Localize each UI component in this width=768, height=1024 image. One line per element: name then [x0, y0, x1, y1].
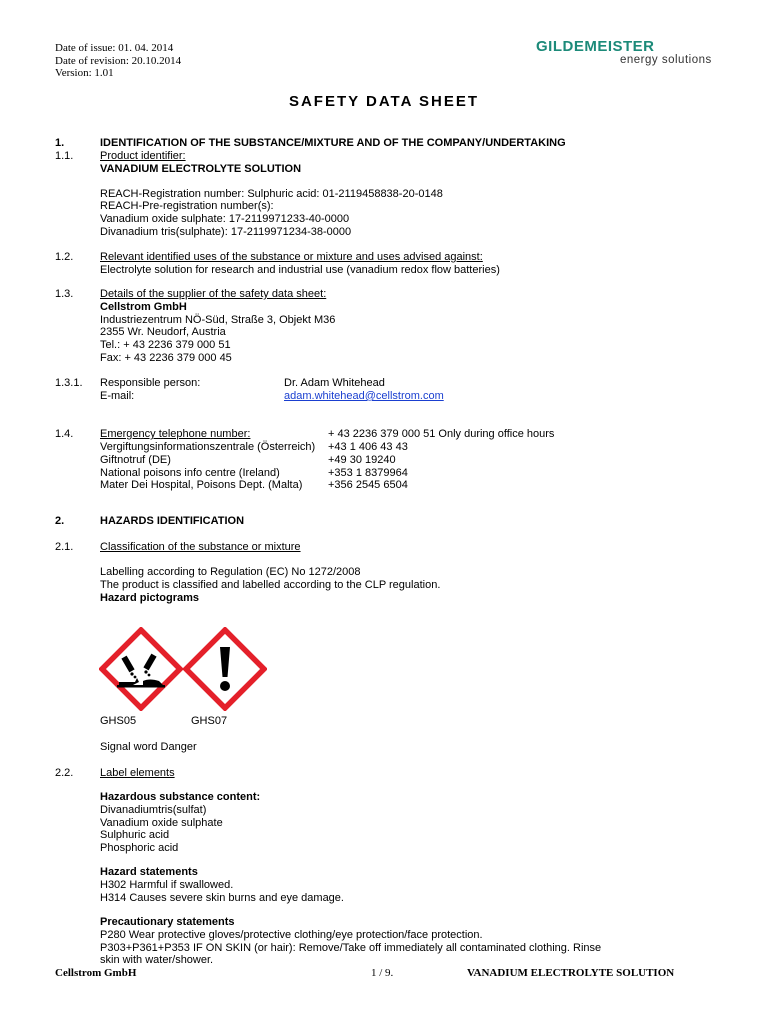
section-1-1-number: 1.1. [55, 150, 74, 162]
supplier-label: Details of the supplier of the safety data sheet: [100, 288, 327, 300]
section-1-heading: IDENTIFICATION OF THE SUBSTANCE/MIXTURE AND OF THE COMPANY/UNDERTAKING [100, 137, 566, 149]
footer-company: Cellstrom GmbH [55, 967, 137, 979]
hazard-statement: H302 Harmful if swallowed. [100, 878, 234, 891]
hazard-statements-block [100, 866, 344, 904]
section-2-1-number: 2.1. [55, 541, 74, 553]
section-1-3-1-number: 1.3.1. [55, 377, 83, 389]
logo-name: GILDEMEISTER [536, 38, 655, 55]
section-2-number: 2. [55, 515, 65, 527]
company-logo [536, 38, 712, 66]
poison-centre-name: National poisons info centre (Ireland) [100, 466, 280, 479]
document-title: SAFETY DATA SHEET [288, 93, 480, 110]
classification-line: Labelling according to Regulation (EC) No 1272/2008 [100, 566, 361, 578]
poison-centre-number: +49 30 19240 [328, 453, 396, 466]
reach-line: REACH-Registration number: Sulphuric acid: 01-2119458838-20-0148 [100, 187, 443, 200]
precautionary-statements-heading: Precautionary statements [100, 916, 235, 928]
date-of-issue: Date of issue: 01. 04. 2014 [55, 42, 174, 54]
section-1-1-block [100, 150, 443, 239]
poison-centre-number: +353 1 8379964 [328, 466, 408, 479]
classification-block [100, 566, 440, 604]
product-name: VANADIUM ELECTROLYTE SOLUTION [100, 162, 302, 175]
poison-centre-number: +43 1 406 43 43 [328, 441, 408, 453]
responsible-person-value: Dr. Adam Whitehead [284, 377, 385, 389]
supplier-line: 2355 Wr. Neudorf, Austria [100, 326, 226, 339]
supplier-line: Tel.: + 43 2236 379 000 51 [100, 339, 231, 352]
footer-page-number: 1 / 9. [371, 967, 394, 979]
classification-line: The product is classified and labelled according to the CLP regulation. [100, 578, 441, 591]
supplier-company: Cellstrom GmbH [100, 300, 187, 313]
hazardous-substance-block [100, 791, 260, 855]
precautionary-statements-block [100, 916, 601, 967]
supplier-line: Industriezentrum NÖ-Süd, Straße 3, Objekt M36 [100, 313, 336, 326]
version: Version: 1.01 [55, 67, 114, 79]
uses-label: Relevant identified uses of the substance or mixture and uses advised against: [100, 251, 483, 263]
header-meta [55, 42, 181, 80]
section-1-2-block [100, 251, 500, 277]
poison-centre-name: Giftnotruf (DE) [100, 453, 171, 466]
reach-line: REACH-Pre-registration number(s): [100, 200, 274, 213]
email-label: E-mail: [100, 390, 135, 402]
hazard-statement: H314 Causes severe skin burns and eye damage. [100, 891, 344, 904]
poison-centre-name: Vergiftungsinformationszentrale (Österreich) [100, 441, 316, 453]
classification-label: Classification of the substance or mixture [100, 541, 301, 553]
emergency-phone-value: + 43 2236 379 000 51 Only during office hours [328, 428, 555, 440]
reach-line: Divanadium tris(sulphate): 17-2119971234-38-0000 [100, 225, 352, 238]
section-1-3-number: 1.3. [55, 288, 74, 300]
reach-line: Vanadium oxide sulphate: 17-2119971233-40-0000 [100, 213, 350, 226]
ghs07-code: GHS07 [191, 715, 228, 727]
logo-tagline: energy solutions [620, 54, 712, 66]
emergency-phone-label: Emergency telephone number: [100, 428, 251, 440]
ghs05-corrosion-icon [99, 627, 183, 711]
section-2-2-number: 2.2. [55, 767, 74, 779]
hazardous-substance-item: Vanadium oxide sulphate [100, 816, 223, 829]
footer-product: VANADIUM ELECTROLYTE SOLUTION [467, 967, 675, 979]
precautionary-statement: P280 Wear protective gloves/protective clothing/eye protection/face protection. [100, 928, 483, 941]
product-identifier-label: Product identifier: [100, 150, 186, 162]
ghs05-code: GHS05 [100, 715, 137, 727]
uses-text: Electrolyte solution for research and industrial use (vanadium redox flow batteries) [100, 263, 500, 276]
poison-centre-names [100, 441, 315, 492]
hazardous-substance-item: Divanadiumtris(sulfat) [100, 803, 207, 816]
hazardous-substance-heading: Hazardous substance content: [100, 791, 261, 803]
ghs07-exclamation-icon [183, 627, 267, 711]
poison-centre-numbers [328, 441, 408, 492]
section-1-2-number: 1.2. [55, 251, 74, 263]
supplier-line: Fax: + 43 2236 379 000 45 [100, 351, 232, 364]
hazard-pictograms-heading: Hazard pictograms [100, 591, 200, 604]
email-link[interactable]: adam.whitehead@cellstrom.com [284, 390, 444, 402]
precautionary-statement: skin with water/shower. [100, 954, 214, 967]
precautionary-statement: P303+P361+P353 IF ON SKIN (or hair): Remove/Take off immediately all contaminated clothing. Rinse [100, 941, 602, 954]
section-1-number: 1. [55, 137, 65, 149]
responsible-person-label: Responsible person: [100, 377, 201, 389]
hazardous-substance-item: Sulphuric acid [100, 829, 170, 842]
date-of-revision: Date of revision: 20.10.2014 [55, 54, 182, 67]
poison-centre-name: Mater Dei Hospital, Poisons Dept. (Malta) [100, 479, 303, 492]
label-elements-label: Label elements [100, 767, 175, 779]
hazardous-substance-item: Phosphoric acid [100, 842, 179, 855]
hazard-statements-heading: Hazard statements [100, 866, 198, 878]
poison-centre-number: +356 2545 6504 [328, 479, 408, 492]
section-1-4-number: 1.4. [55, 428, 74, 440]
signal-word: Signal word Danger [100, 741, 197, 753]
section-2-heading: HAZARDS IDENTIFICATION [100, 515, 245, 527]
section-1-3-block [100, 288, 335, 365]
